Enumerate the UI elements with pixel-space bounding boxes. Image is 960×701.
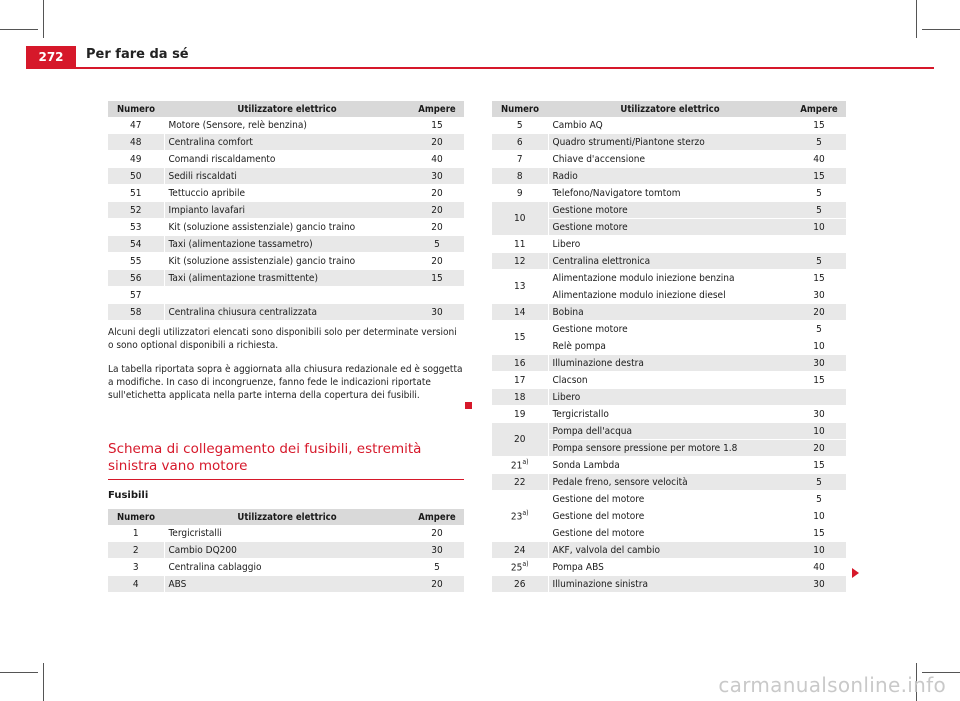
- fuse-number-text: 19: [514, 408, 526, 420]
- fuse-number-text: 7: [516, 153, 523, 165]
- col-header-number: Numero: [492, 101, 548, 117]
- table-row: [108, 219, 464, 236]
- fuse-number: [492, 576, 548, 593]
- table-row: [492, 270, 846, 287]
- fuse-number: [492, 457, 548, 474]
- fuse-number-text: 9: [516, 187, 523, 199]
- consumer-name: Illuminazione sinistra: [548, 576, 792, 593]
- fuse-number: [492, 491, 548, 542]
- col-header-number: Numero: [108, 509, 164, 525]
- consumer-name: Gestione del motore: [548, 525, 792, 542]
- ampere-value: 30: [792, 287, 846, 304]
- ampere-value: 5: [792, 321, 846, 338]
- ampere-value: 30: [410, 304, 464, 321]
- table-row: [108, 576, 464, 593]
- ampere-value: 15: [410, 270, 464, 287]
- fuse-number: 58: [108, 304, 164, 321]
- consumer-name: Taxi (alimentazione trasmittente): [164, 270, 410, 287]
- col-header-user: Utilizzatore elettrico: [164, 509, 410, 525]
- table-row: [492, 406, 846, 423]
- consumer-name: Kit (soluzione assistenziale) gancio traino: [164, 219, 410, 236]
- table-row: [108, 304, 464, 321]
- table-row: [108, 542, 464, 559]
- ampere-value: 10: [792, 338, 846, 355]
- table-row: [492, 134, 846, 151]
- consumer-name: Gestione motore: [548, 321, 792, 338]
- fuse-number: 57: [108, 287, 164, 304]
- fuse-number-text: 25: [510, 562, 523, 574]
- ampere-value: 30: [410, 168, 464, 185]
- fuse-number: 47: [108, 117, 164, 134]
- table-row: [492, 321, 846, 338]
- consumer-name: Gestione motore: [548, 219, 792, 236]
- ampere-value: 10: [792, 219, 846, 236]
- ampere-value: 20: [410, 134, 464, 151]
- table-row: [108, 559, 464, 576]
- fuse-number: 1: [108, 525, 164, 542]
- table-row: [492, 389, 846, 406]
- fuse-number: 51: [108, 185, 164, 202]
- ampere-value: 15: [792, 525, 846, 542]
- table-row: [108, 270, 464, 287]
- col-header-user: Utilizzatore elettrico: [548, 101, 792, 117]
- fuse-number: 50: [108, 168, 164, 185]
- fuse-number: 48: [108, 134, 164, 151]
- consumer-name: Centralina elettronica: [548, 253, 792, 270]
- consumer-name: Gestione del motore: [548, 508, 792, 525]
- crop-mark: [0, 29, 38, 30]
- consumer-name: Telefono/Navigatore tomtom: [548, 185, 792, 202]
- consumer-name: Tergicristallo: [548, 406, 792, 423]
- fuse-number-text: 14: [514, 306, 526, 318]
- col-header-number: Numero: [108, 101, 164, 117]
- consumer-name: Sedili riscaldati: [164, 168, 410, 185]
- table-row: [492, 423, 846, 440]
- fuse-table-left-bottom: [108, 509, 464, 593]
- consumer-name: AKF, valvola del cambio: [548, 542, 792, 559]
- ampere-value: 20: [410, 202, 464, 219]
- ampere-value: 5: [792, 134, 846, 151]
- consumer-name: Comandi riscaldamento: [164, 151, 410, 168]
- consumer-name: Cambio AQ: [548, 117, 792, 134]
- continue-arrow-icon: [852, 568, 859, 578]
- ampere-value: 15: [792, 457, 846, 474]
- consumer-name: Clacson: [548, 372, 792, 389]
- table-row: [492, 202, 846, 219]
- footnote-marker: a): [522, 509, 529, 518]
- fuse-number: [492, 236, 548, 253]
- paragraph-table-note: La tabella riportata sopra è aggiornata alla chiusura redazionale ed è soggetta a modifiche. In caso di incongruenze, fanno fede le indicazioni riportate sull'etichetta applicata nella parte interna della copertura dei fusibili.: [108, 364, 463, 401]
- footnote-marker: a): [522, 458, 529, 467]
- consumer-name: Bobina: [548, 304, 792, 321]
- table-row: [492, 151, 846, 168]
- table-row: [492, 355, 846, 372]
- fuse-number: [492, 372, 548, 389]
- consumer-name: Radio: [548, 168, 792, 185]
- col-header-ampere: Ampere: [410, 101, 464, 117]
- fuse-number: 52: [108, 202, 164, 219]
- ampere-value: [410, 287, 464, 304]
- fuse-number: 55: [108, 253, 164, 270]
- ampere-value: [792, 236, 846, 253]
- ampere-value: 5: [792, 491, 846, 508]
- consumer-name: Centralina comfort: [164, 134, 410, 151]
- ampere-value: 40: [410, 151, 464, 168]
- fuse-number: [492, 304, 548, 321]
- ampere-value: 5: [792, 474, 846, 491]
- consumer-name: Centralina chiusura centralizzata: [164, 304, 410, 321]
- consumer-name: Gestione del motore: [548, 491, 792, 508]
- table-row: [492, 117, 846, 134]
- consumer-name: Tettuccio apribile: [164, 185, 410, 202]
- crop-mark: [43, 663, 44, 701]
- fuse-number-text: 20: [514, 434, 526, 445]
- consumer-name: Libero: [548, 236, 792, 253]
- crop-mark: [43, 0, 44, 38]
- section-end-marker: [465, 402, 472, 409]
- consumer-name: Pompa sensore pressione per motore 1.8: [548, 440, 792, 457]
- consumer-name: Pompa ABS: [548, 559, 792, 576]
- fuse-number-text: 5: [516, 119, 523, 131]
- consumer-name: Quadro strumenti/Piantone sterzo: [548, 134, 792, 151]
- section-rule: [108, 479, 464, 480]
- crop-mark: [922, 29, 960, 30]
- consumer-name: ABS: [164, 576, 410, 593]
- table-row: [108, 236, 464, 253]
- page-title: Per fare da sé: [86, 47, 189, 62]
- consumer-name: Alimentazione modulo iniezione diesel: [548, 287, 792, 304]
- ampere-value: 15: [792, 270, 846, 287]
- fuse-number: [492, 253, 548, 270]
- consumer-name: Pedale freno, sensore velocità: [548, 474, 792, 491]
- consumer-name: Chiave d'accensione: [548, 151, 792, 168]
- ampere-value: 40: [792, 559, 846, 576]
- fuse-number: 54: [108, 236, 164, 253]
- consumer-name: Cambio DQ200: [164, 542, 410, 559]
- consumer-name: Motore (Sensore, relè benzina): [164, 117, 410, 134]
- table-row: [492, 372, 846, 389]
- table-row: [108, 168, 464, 185]
- ampere-value: 5: [410, 559, 464, 576]
- ampere-value: 15: [410, 117, 464, 134]
- ampere-value: 15: [792, 117, 846, 134]
- fuse-number-text: 10: [514, 213, 526, 224]
- table-row: [492, 474, 846, 491]
- crop-mark: [0, 672, 38, 673]
- ampere-value: 20: [410, 219, 464, 236]
- fuse-number: [492, 151, 548, 168]
- fuse-number: 49: [108, 151, 164, 168]
- fuse-number-text: 15: [514, 332, 526, 343]
- table-row: [492, 576, 846, 593]
- table-row: [108, 253, 464, 270]
- ampere-value: 30: [792, 355, 846, 372]
- fuse-number-text: 18: [514, 391, 526, 403]
- table-row: [108, 525, 464, 542]
- fuse-number: [492, 117, 548, 134]
- consumer-name: Libero: [548, 389, 792, 406]
- consumer-name: Centralina cablaggio: [164, 559, 410, 576]
- ampere-value: 20: [410, 576, 464, 593]
- fuse-number: [492, 406, 548, 423]
- fuse-number: [492, 542, 548, 559]
- table-row: [492, 559, 846, 576]
- fuse-number-text: 12: [514, 255, 526, 267]
- table-row: [108, 202, 464, 219]
- fuse-number: [492, 389, 548, 406]
- consumer-name: Gestione motore: [548, 202, 792, 219]
- fuse-number: [492, 134, 548, 151]
- footnote-marker: a): [522, 560, 529, 569]
- ampere-value: 20: [410, 525, 464, 542]
- fuse-number-text: 22: [514, 476, 526, 488]
- ampere-value: 10: [792, 508, 846, 525]
- fuse-table-left-top: [108, 101, 464, 321]
- fuse-number-text: 21: [510, 460, 523, 472]
- ampere-value: 15: [792, 168, 846, 185]
- consumer-name: Tergicristalli: [164, 525, 410, 542]
- fuse-number: [492, 202, 548, 236]
- table-row: [108, 117, 464, 134]
- consumer-name: Kit (soluzione assistenziale) gancio traino: [164, 253, 410, 270]
- fuse-number-text: 6: [516, 136, 523, 148]
- table-row: [492, 253, 846, 270]
- table-row: [492, 457, 846, 474]
- consumer-name: Pompa dell'acqua: [548, 423, 792, 440]
- ampere-value: 30: [792, 406, 846, 423]
- table-row: [492, 304, 846, 321]
- fuse-number: 56: [108, 270, 164, 287]
- section-title: Schema di collegamento dei fusibili, estremità sinistra vano motore: [108, 441, 422, 474]
- paragraph-availability: Alcuni degli utilizzatori elencati sono disponibili solo per determinate versioni o sono optional disponibili a richiesta.: [108, 327, 457, 351]
- fuse-number: [492, 185, 548, 202]
- subheading-fusibili: Fusibili: [108, 490, 149, 501]
- fuse-number: [492, 321, 548, 355]
- fuse-number-text: 11: [514, 238, 526, 250]
- table-row: [108, 134, 464, 151]
- consumer-name: Impianto lavafari: [164, 202, 410, 219]
- ampere-value: [792, 389, 846, 406]
- ampere-value: 5: [792, 253, 846, 270]
- ampere-value: 20: [792, 440, 846, 457]
- table-row: [492, 185, 846, 202]
- ampere-value: 30: [792, 576, 846, 593]
- fuse-number: [492, 423, 548, 457]
- ampere-value: 20: [792, 304, 846, 321]
- consumer-name: Sonda Lambda: [548, 457, 792, 474]
- header-rule: [26, 67, 934, 69]
- fuse-number: 53: [108, 219, 164, 236]
- table-row: [108, 151, 464, 168]
- ampere-value: 5: [792, 202, 846, 219]
- consumer-name: Relè pompa: [548, 338, 792, 355]
- fuse-number: 4: [108, 576, 164, 593]
- table-row: [492, 491, 846, 508]
- col-header-user: Utilizzatore elettrico: [164, 101, 410, 117]
- fuse-number: [492, 474, 548, 491]
- ampere-value: 40: [792, 151, 846, 168]
- ampere-value: 30: [410, 542, 464, 559]
- fuse-number-text: 16: [514, 357, 526, 369]
- fuse-number: [492, 270, 548, 304]
- fuse-number: 2: [108, 542, 164, 559]
- ampere-value: 20: [410, 253, 464, 270]
- fuse-number: [492, 559, 548, 576]
- watermark: carmanualsonline.info: [718, 673, 946, 697]
- fuse-number-text: 8: [516, 170, 523, 182]
- table-row: [108, 185, 464, 202]
- table-row: [492, 542, 846, 559]
- fuse-number-text: 24: [514, 544, 526, 556]
- ampere-value: 5: [410, 236, 464, 253]
- table-row: [492, 236, 846, 253]
- col-header-ampere: Ampere: [410, 509, 464, 525]
- page-number: 272: [26, 46, 76, 68]
- ampere-value: 10: [792, 423, 846, 440]
- ampere-value: 10: [792, 542, 846, 559]
- consumer-name: Alimentazione modulo iniezione benzina: [548, 270, 792, 287]
- table-row: [492, 168, 846, 185]
- fuse-number-text: 13: [514, 281, 526, 292]
- fuse-number: [492, 355, 548, 372]
- fuse-number-text: 26: [514, 578, 526, 590]
- consumer-name: [164, 287, 410, 304]
- ampere-value: 15: [792, 372, 846, 389]
- fuse-number: [492, 168, 548, 185]
- table-row: [108, 287, 464, 304]
- ampere-value: 20: [410, 185, 464, 202]
- consumer-name: Taxi (alimentazione tassametro): [164, 236, 410, 253]
- fuse-number-text: 23: [510, 511, 523, 523]
- ampere-value: 5: [792, 185, 846, 202]
- fuse-number-text: 17: [514, 374, 526, 386]
- crop-mark: [916, 0, 917, 38]
- fuse-number: 3: [108, 559, 164, 576]
- fuse-table-right: [492, 101, 846, 593]
- col-header-ampere: Ampere: [792, 101, 846, 117]
- consumer-name: Illuminazione destra: [548, 355, 792, 372]
